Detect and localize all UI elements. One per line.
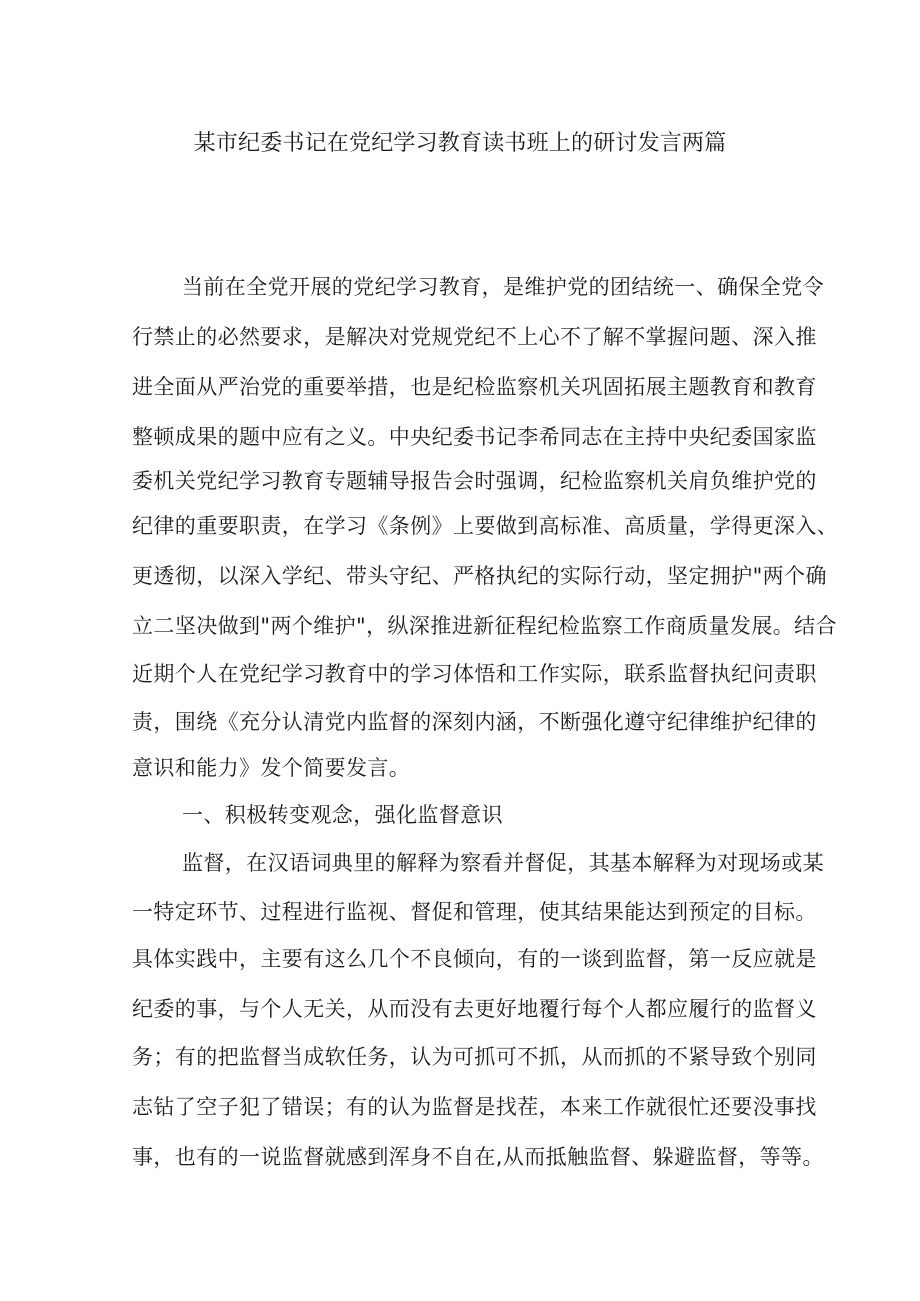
paragraph-line: 志钻了空子犯了错误；有的认为监督是找茬，本来工作就很忙还要没事找 xyxy=(132,1095,817,1119)
paragraph-line: 务；有的把监督当成软任务，认为可抓可不抓，从而抓的不紧导致个别同 xyxy=(132,1045,817,1069)
paragraph-line: 进全面从严治党的重要举措，也是纪检监察机关巩固拓展主题教育和教育 xyxy=(132,375,817,399)
paragraph-line: 行禁止的必然要求，是解决对党规党纪不上心不了解不掌握问题、深入推 xyxy=(132,325,817,349)
paragraph-line: 纪律的重要职责，在学习《条例》上要做到高标准、高质量，学得更深入、 xyxy=(132,514,839,538)
paragraph-line: 纪委的事，与个人无关，从而没有去更好地覆行每个人都应履行的监督义 xyxy=(132,997,817,1021)
paragraph-line: 一特定环节、过程进行监视、督促和管理，使其结果能达到预定的目标。 xyxy=(132,900,817,924)
paragraph-line: 具体实践中，主要有这么几个不良倾向，有的一谈到监督，第一反应就是 xyxy=(132,947,817,971)
paragraph-line: 整顿成果的题中应有之义。中央纪委书记李希同志在主持中央纪委国家监 xyxy=(132,425,817,449)
section-heading: 一、积极转变观念，强化监督意识 xyxy=(182,803,503,827)
paragraph-line: 当前在全党开展的党纪学习教育，是维护党的团结统一、确保全党令 xyxy=(182,275,824,299)
paragraph-line: 事，也有的一说监督就感到浑身不自在,从而抵触监督、躲避监督，等等。 xyxy=(132,1145,824,1169)
paragraph-line: 责，围绕《充分认清党内监督的深刻内涵，不断强化遵守纪律维护纪律的 xyxy=(132,710,817,734)
paragraph-line: 委机关党纪学习教育专题辅导报告会时强调，纪检监察机关肩负维护党的 xyxy=(132,469,817,493)
paragraph-line: 监督，在汉语词典里的解释为察看并督促，其基本解释为对现场或某 xyxy=(182,851,824,875)
document-title: 某市纪委书记在党纪学习教育读书班上的研讨发言两篇 xyxy=(193,131,727,156)
paragraph-line: 更透彻，以深入学纪、带头守纪、严格执纪的实际行动，坚定拥护"两个确 xyxy=(132,564,827,588)
paragraph-line: 意识和能力》发个简要发言。 xyxy=(132,756,411,780)
paragraph-line: 近期个人在党纪学习教育中的学习体悟和工作实际，联系监督执纪问责职 xyxy=(132,662,817,686)
paragraph-line: 立二坚决做到"两个维护"，纵深推进新征程纪检监察工作商质量发展。结合 xyxy=(132,614,837,638)
